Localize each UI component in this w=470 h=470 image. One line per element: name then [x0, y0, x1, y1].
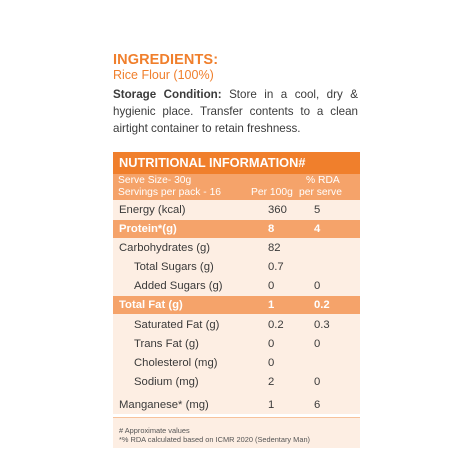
row-per100g: 360 [268, 204, 287, 216]
nutrition-title: NUTRITIONAL INFORMATION# [113, 152, 360, 174]
storage-text: Store in a cool, dry & hygienic place. Transfer contents to a clean airtight container to retain freshness. [113, 88, 358, 135]
table-row [113, 201, 360, 219]
storage-condition [113, 86, 358, 137]
row-rda: 0 [314, 280, 321, 292]
row-name: Saturated Fat (g) [134, 319, 220, 331]
row-rda: 5 [314, 204, 321, 216]
table-row [113, 316, 360, 334]
row-name: Carbohydrates (g) [119, 242, 211, 254]
table-row [113, 239, 360, 257]
row-rda: 6 [314, 399, 321, 411]
serve-size: Serve Size- 30g [118, 175, 192, 186]
row-per100g: 1 [268, 299, 275, 311]
row-per100g: 2 [268, 376, 275, 388]
row-name: Added Sugars (g) [134, 280, 223, 292]
row-name: Trans Fat (g) [134, 338, 199, 350]
row-rda: 0 [314, 338, 321, 350]
row-per100g: 0 [268, 357, 275, 369]
row-per100g: 1 [268, 399, 275, 411]
table-row-highlight [113, 296, 360, 314]
nutrition-table [113, 152, 360, 448]
nutrition-rows [113, 200, 360, 396]
table-row [113, 396, 360, 414]
column-rda-line1: % RDA [306, 175, 340, 186]
row-name: Manganese* (mg) [119, 399, 209, 411]
table-row [113, 354, 360, 372]
row-per100g: 0 [268, 280, 275, 292]
row-per100g: 8 [268, 223, 275, 235]
row-per100g: 0.7 [268, 261, 284, 273]
servings-per-pack: Servings per pack - 16 [118, 187, 222, 198]
row-per100g: 82 [268, 242, 281, 254]
ingredients-title: INGREDIENTS: [113, 52, 219, 68]
column-rda-line2: per serve [299, 187, 342, 198]
row-name: Energy (kcal) [119, 204, 186, 216]
column-per-100g: Per 100g [251, 187, 293, 198]
row-per100g: 0 [268, 338, 275, 350]
row-rda: 0.3 [314, 319, 330, 331]
row-per100g: 0.2 [268, 319, 284, 331]
row-name: Cholesterol (mg) [134, 357, 218, 369]
row-name: Total Sugars (g) [134, 261, 214, 273]
table-row-highlight [113, 220, 360, 238]
row-name: Total Fat (g) [119, 299, 183, 311]
row-rda: 0.2 [314, 299, 330, 311]
table-row [113, 258, 360, 276]
table-row [113, 373, 360, 391]
row-rda: 0 [314, 376, 321, 388]
nutrition-subheader [113, 174, 360, 200]
storage-label: Storage Condition: [113, 88, 222, 101]
footnotes [113, 418, 360, 448]
table-row [113, 277, 360, 295]
ingredients-value: Rice Flour (100%) [113, 68, 214, 82]
row-rda: 4 [314, 223, 321, 235]
footnote-approx: # Approximate values [119, 426, 190, 435]
footnote-rda: *% RDA calculated based on ICMR 2020 (Sedentary Man) [119, 435, 311, 444]
row-name: Protein*(g) [119, 223, 177, 235]
row-name: Sodium (mg) [134, 376, 199, 388]
table-row [113, 335, 360, 353]
